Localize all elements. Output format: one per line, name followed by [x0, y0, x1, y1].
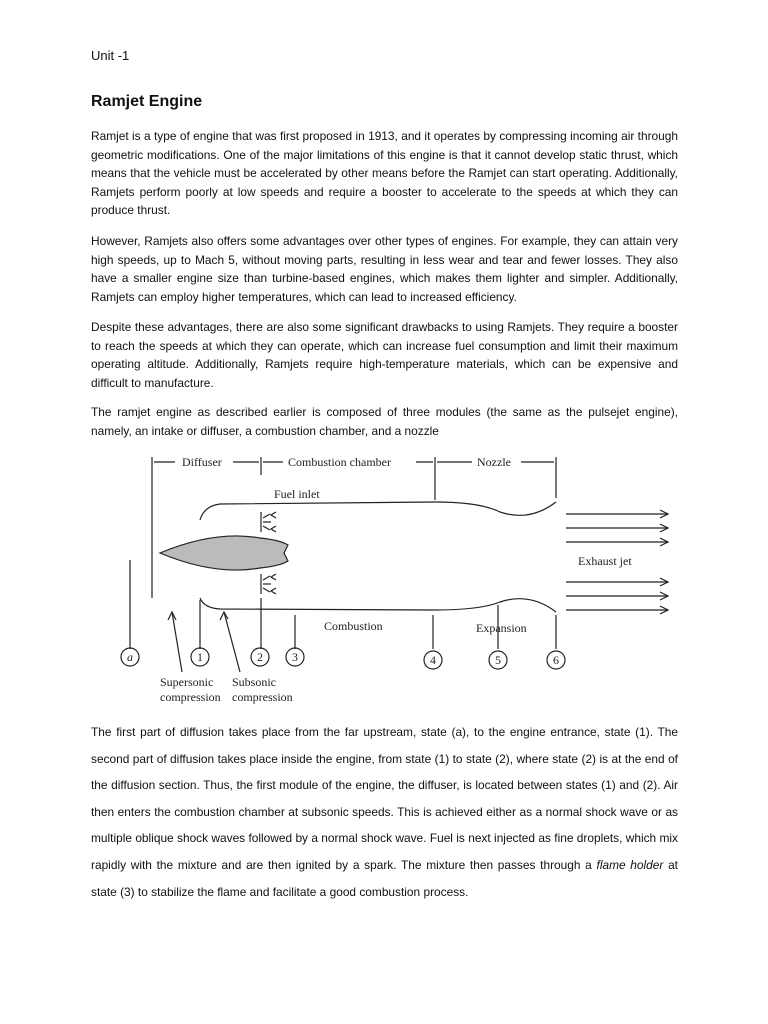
- station-3-label: 3: [292, 650, 298, 664]
- station-2-label: 2: [257, 650, 263, 664]
- fuel-inlet-label: Fuel inlet: [274, 487, 320, 501]
- supersonic-arrowhead: [168, 612, 176, 620]
- supersonic-label-line1: Supersonic: [160, 675, 214, 689]
- station-1-label: 1: [197, 650, 203, 664]
- ramjet-diagram: [100, 450, 680, 710]
- paragraph-intro: Ramjet is a type of engine that was first proposed in 1913, and it operates by compressing incoming air through geometric modifications. One of the major limitations of this engine is that it cannot develop static thrust, which means that the vehicle must be accelerated by other means before the Ramjet can start operating. Additionally, Ramjets perform poorly at low speeds and require a booster to accelerate to the speeds at which they can produce thrust.: [91, 129, 678, 218]
- paragraph-diffusion-part2: at state (3) to stabilize the flame and facilitate a good combustion process.: [91, 857, 678, 899]
- combustion-label: Combustion: [324, 619, 383, 633]
- paragraph-diffusion: [91, 719, 678, 905]
- diffuser-label: Diffuser: [182, 455, 222, 469]
- engine-bottom-wall: [200, 598, 556, 612]
- station-4-label: 4: [430, 653, 436, 667]
- supersonic-label-line2: compression: [160, 690, 221, 704]
- subsonic-arrowhead: [220, 612, 228, 620]
- subsonic-label-line2: compression: [232, 690, 293, 704]
- paragraph-drawbacks: Despite these advantages, there are also some significant drawbacks to using Ramjets. They require a booster to reach the speeds at which they can operate, which can increase fuel consumption and limit their maximum operating altitude. Additionally, Ramjets require high-temperature materials, which can be expensive and difficult to manufacture.: [91, 320, 678, 390]
- paragraph-advantages: However, Ramjets also offers some advantages over other types of engines. For example, they can attain very high speeds, up to Mach 5, without moving parts, resulting in less wear and tear and fewer losses. They also have a smaller engine size than turbine-based engines, which makes them lighter and simpler. Additionally, Ramjets can employ higher temperatures, which can lead to increased efficiency.: [91, 234, 678, 304]
- station-6-label: 6: [553, 653, 559, 667]
- supersonic-pointer: [172, 612, 182, 672]
- engine-top-wall: [200, 502, 556, 520]
- expansion-label: Expansion: [476, 621, 527, 635]
- paragraph-modules: The ramjet engine as described earlier is composed of three modules (the same as the pulsejet engine), namely, an intake or diffuser, a combustion chamber, and a nozzle: [91, 405, 678, 438]
- station-5-label: 5: [495, 653, 501, 667]
- exhaust-jet-label: Exhaust jet: [578, 554, 632, 568]
- subsonic-pointer: [224, 612, 240, 672]
- combustion-chamber-label: Combustion chamber: [288, 455, 391, 469]
- subsonic-label-line1: Subsonic: [232, 675, 277, 689]
- paragraph-diffusion-part1: The first part of diffusion takes place from the far upstream, state (a), to the engine entrance, state (1). The second part of diffusion takes place inside the engine, from state (1) to state (2), where state (2) is at the end of the diffusion section. Thus, the first module of the engine, the diffuser, is located between states (1) and (2). Air then enters the combustion chamber at subsonic speeds. This is achieved either as a normal shock wave or as multiple oblique shock waves followed by a normal shock wave. Fuel is next injected as fine droplets, which mix rapidly with the mixture and are then ignited by a spark. The mixture then passes through a: [91, 725, 678, 872]
- page-title: Ramjet Engine: [91, 93, 203, 110]
- flame-holder-term: flame holder: [596, 857, 664, 872]
- nozzle-label: Nozzle: [477, 455, 511, 469]
- center-body-spike: [160, 536, 288, 570]
- fuel-injector-upper: [261, 512, 276, 532]
- station-a-label: a: [127, 650, 133, 664]
- unit-label: Unit -1: [91, 48, 130, 63]
- fuel-injector-lower: [261, 574, 276, 594]
